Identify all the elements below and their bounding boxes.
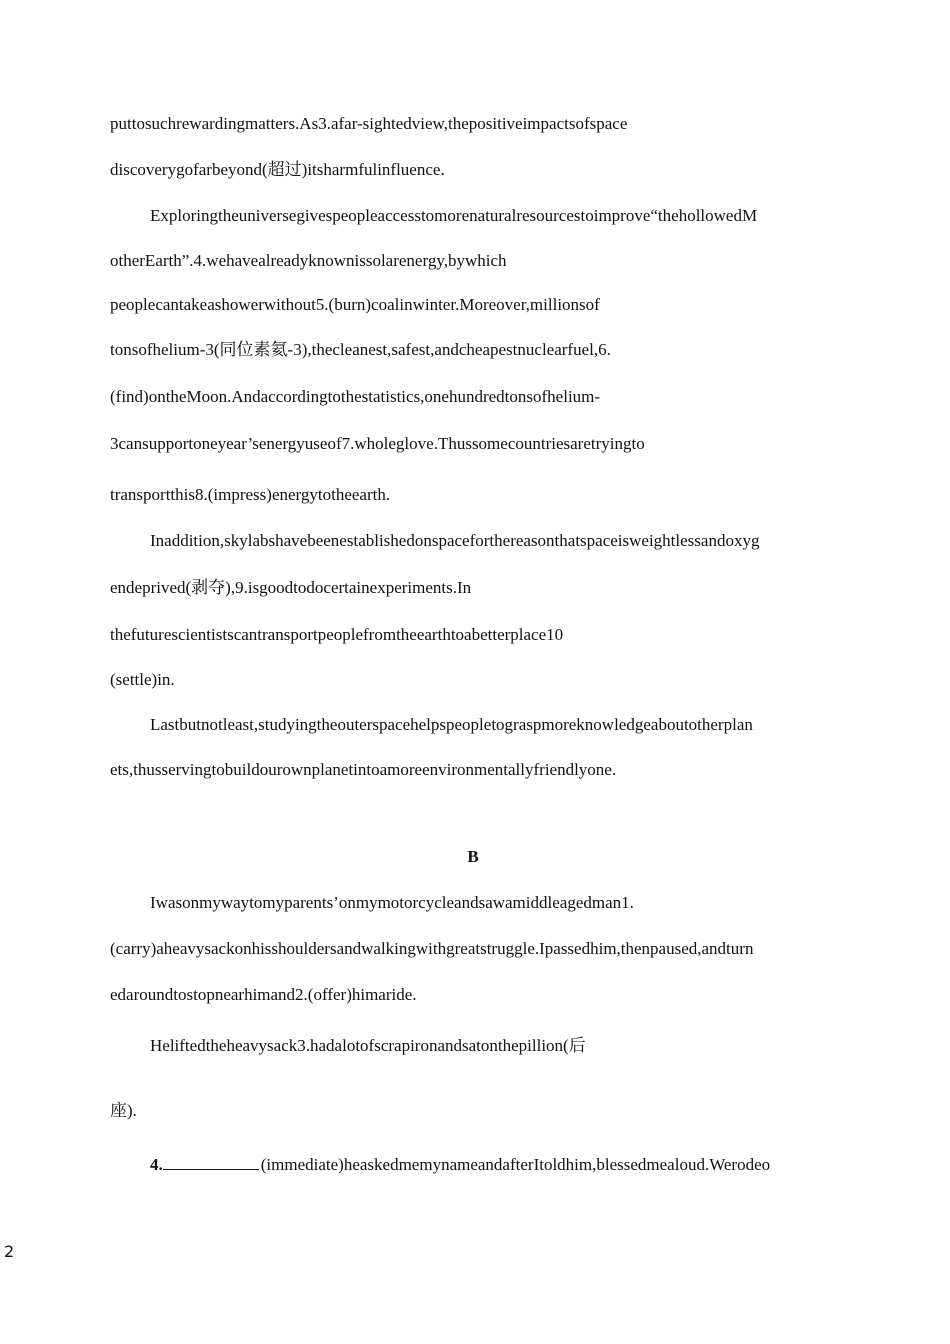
paragraph-line: Exploringtheuniversegivespeopleaccesstomorenaturalresourcestoimprove“thehollowedM: [150, 206, 758, 225]
paragraph-line: 座).: [110, 1101, 137, 1120]
paragraph-line: discoverygofarbeyond(超过)itsharmfulinfluence.: [110, 160, 445, 179]
paragraph-line: tonsofhelium-3(同位素氦-3),thecleanest,safest,andcheapestnuclearfuel,6.: [110, 340, 611, 359]
paragraph-line: thefuturescientistscantransportpeoplefromtheearthtoabetterplace10: [110, 625, 564, 644]
paragraph-line: Iwasonmywaytomyparents’onmymotorcycleandsawamiddleagedman1.: [150, 893, 634, 912]
paragraph-line: Inaddition,skylabshavebeenestablishedonspaceforthereasonthatspaceisweightlessandoxyg: [150, 531, 760, 550]
paragraph-line: Heliftedtheheavysack3.hadalotofscrapironandsatonthepillion(后: [150, 1036, 586, 1055]
blank-number: 4.: [150, 1155, 163, 1174]
paragraph-line: 3cansupportoneyear’senergyuseof7.wholeglove.Thussomecountriesaretryingto: [110, 434, 645, 453]
paragraph-line: otherEarth”.4.wehavealreadyknownissolarenergy,bywhich: [110, 251, 507, 270]
paragraph-line: Lastbutnotleast,studyingtheouterspacehelpspeopletograspmoreknowledgeaboutotherplan: [150, 715, 753, 734]
paragraph-line: (carry)aheavysackonhisshouldersandwalkingwithgreatstruggle.Ipassedhim,thenpaused,andturn: [110, 939, 754, 958]
paragraph-line: (find)ontheMoon.Andaccordingtothestatistics,onehundredtonsofhelium-: [110, 387, 601, 406]
paragraph-line: endeprived(剥夺),9.isgoodtodocertainexperiments.In: [110, 578, 472, 597]
paragraph-line: puttosuchrewardingmatters.As3.afar-sightedview,thepositiveimpactsofspace: [110, 114, 628, 133]
paragraph-line: peoplecantakeashowerwithout5.(burn)coalinwinter.Moreover,millionsof: [110, 295, 600, 314]
paragraph-line-with-blank: [150, 1153, 770, 1176]
paragraph-line: ets,thusservingtobuildourownplanetintoamoreenvironmentallyfriendlyone.: [110, 760, 617, 779]
paragraph-text: (immediate)heaskedmemynameandafterItoldhim,blessedmealoud.Werodeo: [260, 1155, 771, 1174]
paragraph-line: transportthis8.(impress)energytotheearth.: [110, 485, 391, 504]
page-number: 2: [4, 1242, 15, 1261]
section-heading: B: [467, 847, 479, 866]
paragraph-line: edaroundtostopnearhimand2.(offer)himaride.: [110, 985, 417, 1004]
paragraph-line: (settle)in.: [110, 670, 175, 689]
answer-blank[interactable]: [163, 1153, 259, 1170]
